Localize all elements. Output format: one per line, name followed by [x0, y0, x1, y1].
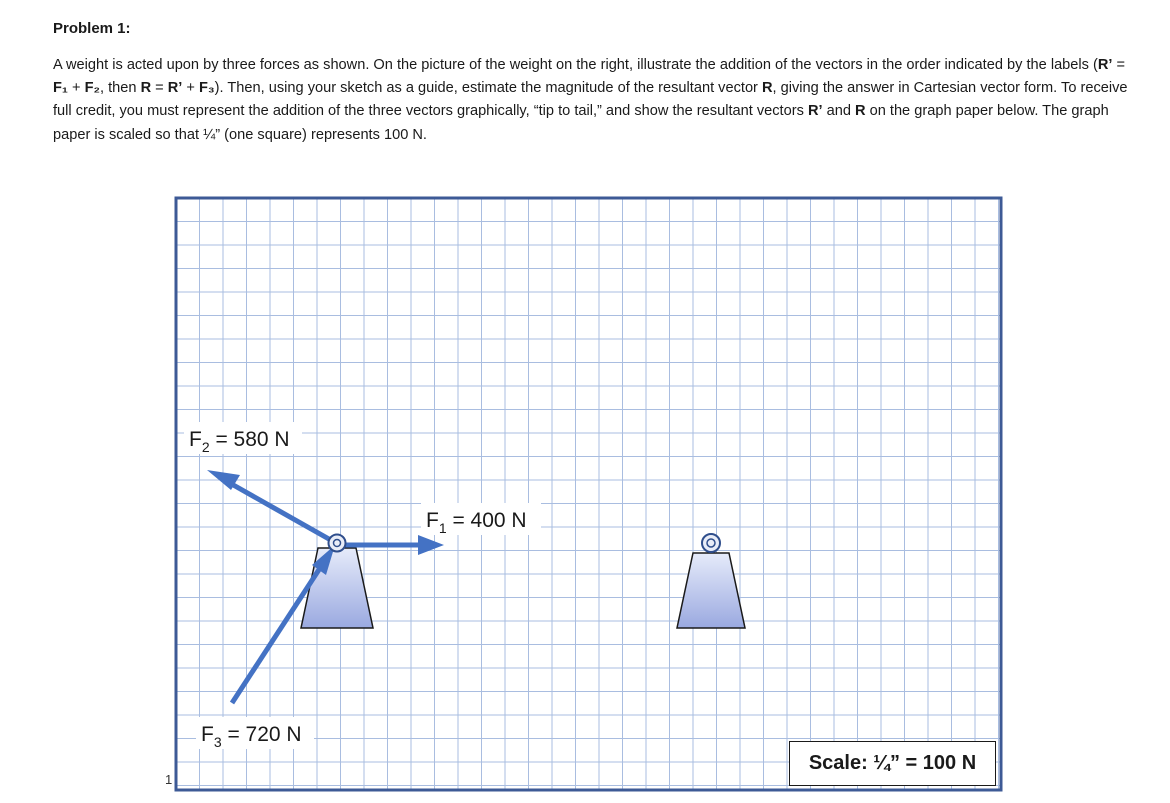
- text-run: , giving the answer in Cartesian vector form. To receive full credit, you must represent the addition of the three vectors graphically, “tip to tail,” and show the resultant vectors: [53, 80, 1128, 120]
- vector-f2: F₂: [84, 80, 100, 97]
- text-run: =: [1112, 57, 1126, 73]
- text-run: and: [822, 103, 855, 120]
- f3-symbol: F: [201, 723, 214, 746]
- page-number: 1: [165, 772, 173, 787]
- problem-title: Problem 1:: [53, 20, 131, 37]
- label-f2: [184, 422, 302, 455]
- text-run: +: [67, 80, 85, 97]
- f1-value: = 400 N: [446, 509, 527, 532]
- f3-value: = 720 N: [221, 723, 302, 746]
- vector-r: R: [140, 80, 152, 97]
- vector-r-prime: R’: [1097, 57, 1113, 73]
- scale-legend: Scale: ¼” = 100 N: [789, 741, 996, 786]
- f1-symbol: F: [426, 509, 439, 532]
- text-run: =: [151, 80, 168, 97]
- vector-r: R: [855, 103, 866, 120]
- text-run: on the graph paper below. The graph paper is scaled so that ¼” (one square) represents 100 N.: [53, 103, 1109, 143]
- f2-subscript: 2: [201, 439, 210, 455]
- f1-subscript: 1: [438, 520, 447, 536]
- f2-value: = 580 N: [209, 428, 290, 451]
- text-run: ). Then, using your sketch as a guide, estimate the magnitude of the resultant vector: [214, 80, 762, 97]
- graph-paper: [176, 198, 1001, 790]
- label-f3: [196, 717, 314, 750]
- vector-f1: F₁: [53, 80, 68, 97]
- vector-f3: F₃: [199, 80, 215, 97]
- vector-r-prime: R’: [807, 103, 823, 120]
- text-run: , then: [100, 80, 141, 97]
- label-f1: [421, 503, 541, 536]
- weight-ring-left: [329, 535, 346, 552]
- vector-r: R: [761, 80, 773, 97]
- vector-r-prime: R’: [167, 80, 183, 97]
- f3-subscript: 3: [213, 734, 222, 750]
- text-run: +: [182, 80, 199, 97]
- text-run: A weight is acted upon by three forces as shown. On the picture of the weight on the right, illustrate the addition of the vectors in the order indicated by the labels (: [53, 57, 1098, 73]
- f2-symbol: F: [189, 428, 202, 451]
- weight-ring-right: [702, 534, 720, 552]
